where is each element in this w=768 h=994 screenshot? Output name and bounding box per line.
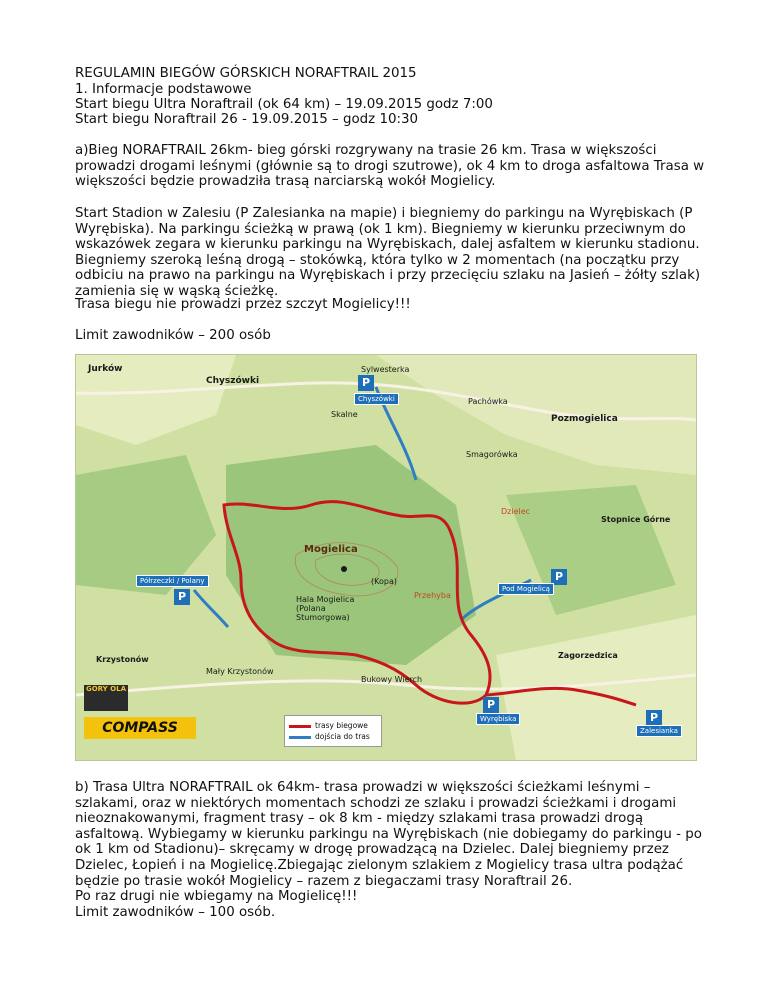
place-kopa: (Kopa) — [371, 577, 397, 586]
place-pachowka: Pachówka — [468, 397, 508, 406]
legend-access: dojścia do tras — [315, 732, 370, 741]
place-jurkow: Jurków — [88, 364, 123, 374]
paragraph-b: b) Trasa Ultra NORAFTRAIL ok 64km- trasa prowadzi w większości ścieżkami leśnymi – szlakami, oraz w niektórych momentach schodzi ze szlaku i prowadzi ścieżkami i drogami nieoznakowanymi, fragment trasy – ok 8 km - między szlakami trasa prowadzi drogą asfaltową. Wybiegamy w kierunku parkingu na Wyrębiskach (nie dobiegamy do parkingu - po ok 1 km od Stadionu)– skręcamy w drogę prowadzącą na Dzielec. Dalej biegniemy przez Dzielec, Łopień i na Mogielicę.Zbiegając zielonym szlakiem z Mogielicy trasa ultra podążać będzie po trasie wokół Mogielicy – razem z biegaczami trasy Noraftrail 26. Po raz drugi nie wbiegamy na Mogielicę!!! Limit zawodników – 100 osób. — [75, 780, 702, 920]
start-ultra: Start biegu Ultra Noraftrail (ok 64 km) – 19.09.2015 godz 7:00 — [75, 97, 493, 112]
place-sylwesterka: Sylwesterka — [361, 365, 410, 374]
parking-label-chyszowki: Chyszówki — [354, 393, 399, 405]
map-legend — [284, 715, 382, 747]
parking-label-pod-mogielica: Pod Mogielicą — [498, 583, 554, 595]
place-zagorzedzica: Zagorzedzica — [558, 651, 618, 660]
parking-icon-wyrebiska: P — [483, 697, 499, 713]
forest-area — [76, 455, 216, 595]
legend-swatch-access — [289, 736, 311, 739]
place-przehyba: Przehyba — [414, 591, 451, 600]
paragraph-start: Start Stadion w Zalesiu (P Zalesianka na mapie) i biegniemy do parkingu na Wyrębiskach (P Wyrębiska). Na parkingu ścieżką w prawą (ok 1 km). Biegniemy w kierunku przeciwnym do wskazówek zegara w kierunku parkingu na Wyrębiskach, dalej asfaltem w kierunku stadionu. Biegniemy szeroką leśną drogą – stokówką, która tylko w 2 momentach (na początku przy odbiciu na prawo na parkingu na Wyrębiskach i przy przecięciu szlaku na Jasień – żółty szlak) zamienia się w wąską ścieżkę. — [75, 206, 701, 299]
summit-marker — [341, 566, 347, 572]
parking-label-wyrebiska: Wyrębiska — [476, 713, 520, 725]
place-smagorowka: Smagorówka — [466, 450, 518, 459]
place-skalne: Skalne — [331, 410, 358, 419]
forest-area — [506, 485, 676, 615]
meadow-area — [376, 355, 696, 475]
parking-icon-zalesianka: P — [646, 710, 662, 726]
limit-26: Limit zawodników – 200 osób — [75, 328, 271, 343]
place-dzielec: Dzielec — [501, 507, 531, 516]
route-map — [75, 354, 697, 761]
parking-icon-polany: P — [174, 589, 190, 605]
parking-label-polany: Półrzeczki / Polany — [136, 575, 209, 587]
paragraph-a: a)Bieg NORAFTRAIL 26km- bieg górski rozgrywany na trasie 26 km. Trasa w większości prowadzi drogami leśnymi (głównie są to drogi szutrowe), ok 4 km to droga asfaltowa Trasa w większości będzie prowadziła trasą narciarską wokół Mogielicy. — [75, 143, 705, 190]
place-chyszowki: Chyszówki — [206, 376, 260, 386]
parking-icon-chyszowki: P — [358, 375, 374, 391]
document-title: REGULAMIN BIEGÓW GÓRSKICH NORAFTRAIL 2015 — [75, 66, 417, 81]
section-heading: 1. Informacje podstawowe — [75, 82, 252, 97]
start-26: Start biegu Noraftrail 26 - 19.09.2015 – godz 10:30 — [75, 112, 419, 127]
compass-logo: COMPASS — [84, 717, 196, 739]
place-mogielica: Mogielica — [304, 544, 358, 555]
goryola-logo: GORY OLA — [84, 685, 128, 711]
paragraph-no-summit: Trasa biegu nie prowadzi przez szczyt Mogielicy!!! — [75, 297, 411, 312]
place-hala-mogielica: Hala Mogielica (Polana Stumorgowa) — [296, 595, 355, 622]
legend-swatch-race — [289, 725, 311, 728]
access-path — [194, 590, 228, 627]
parking-label-zalesianka: Zalesianka — [636, 725, 682, 737]
place-pozmogielica: Pozmogielica — [551, 414, 618, 424]
place-maly-krzystonow: Mały Krzystonów — [206, 667, 274, 676]
parking-icon-pod-mogielica: P — [551, 569, 567, 585]
place-krzystonow: Krzystonów — [96, 655, 149, 664]
place-bukowy-wierch: Bukowy Wierch — [361, 675, 423, 684]
legend-race: trasy biegowe — [315, 721, 368, 730]
place-stopnice-gorne: Stopnice Górne — [601, 515, 671, 524]
